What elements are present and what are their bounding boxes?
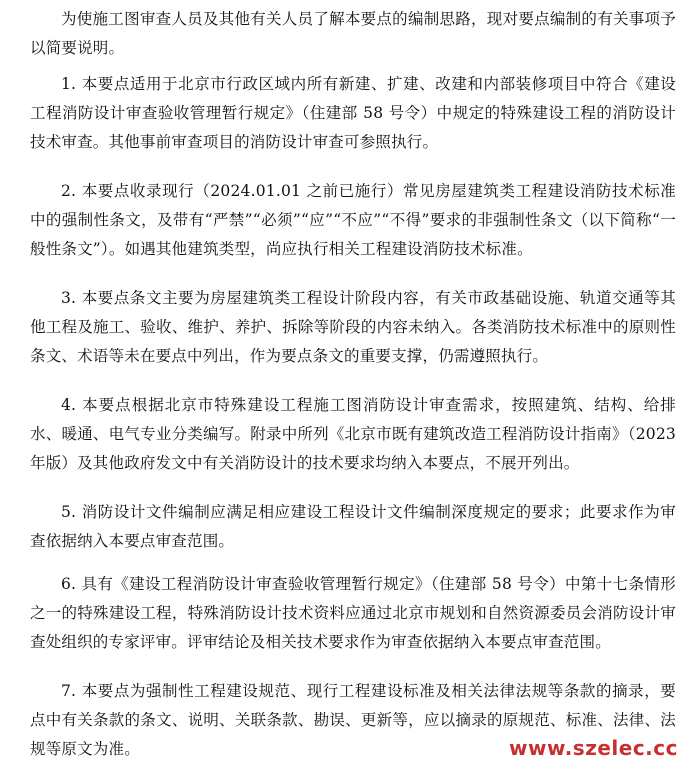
note-item-4: 4. 本要点根据北京市特殊建设工程施工图消防设计审查需求，按照建筑、结构、给排水、暖通、电气专业分类编写。附录中所列《北京市既有建筑改造工程消防设计指南》（2023 年版）及其他政府发文中有关消防设计的技术要求均纳入本要点，不展开列出。 xyxy=(30,396,676,472)
note-item-6: 6. 具有《建设工程消防设计审查验收管理暂行规定》（住建部 58 号令）中第十七条情形之一的特殊建设工程，特殊消防设计技术资料应通过北京市规划和自然资源委员会消防设计审查处组织的专家评审。评审结论及相关技术要求作为审查依据纳入本要点审查范围。 xyxy=(30,575,676,651)
note-item-7: 7. 本要点为强制性工程建设规范、现行工程建设标准及相关法律法规等条款的摘录，要点中有关条款的条文、说明、关联条款、勘误、更新等，应以摘录的原规范、标准、法律、法规等原文为准。 xyxy=(30,682,676,758)
note-item-5: 5. 消防设计文件编制应满足相应建设工程设计文件编制深度规定的要求；此要求作为审查依据纳入本要点审查范围。 xyxy=(30,503,676,550)
note-item-1: 1. 本要点适用于北京市行政区域内所有新建、扩建、改建和内部装修项目中符合《建设工程消防设计审查验收管理暂行规定》（住建部 58 号令）中规定的特殊建设工程的消防设计技术审查。其他事前审查项目的消防设计审查可参照执行。 xyxy=(30,75,676,151)
intro-paragraph: 为使施工图审查人员及其他有关人员了解本要点的编制思路，现对要点编制的有关事项予以简要说明。 xyxy=(30,10,676,57)
note-item-3: 3. 本要点条文主要为房屋建筑类工程设计阶段内容，有关市政基础设施、轨道交通等其他工程及施工、验收、维护、养护、拆除等阶段的内容未纳入。各类消防技术标准中的原则性条文、术语等未在要点中列出，作为要点条文的重要支撑，仍需遵照执行。 xyxy=(30,289,676,365)
note-item-2: 2. 本要点收录现行（2024.01.01 之前已施行）常见房屋建筑类工程建设消防技术标准中的强制性条文，及带有“严禁”“必须”“应”“不应”“不得”要求的非强制性条文（以下简称“一般性条文”）。如遇其他建筑类型，尚应执行相关工程建设消防技术标准。 xyxy=(30,182,676,258)
site-watermark: www.szelec.cc xyxy=(509,736,678,760)
